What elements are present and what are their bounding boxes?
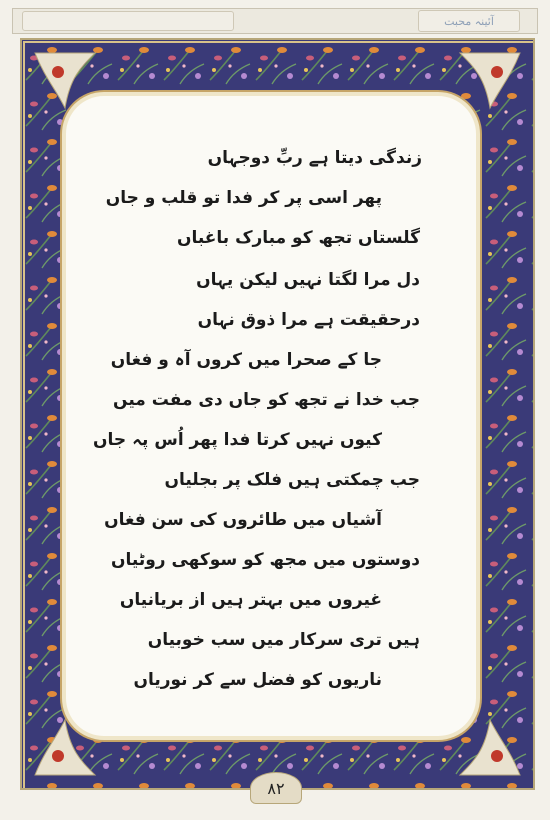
verse-line: جب خدا نے تجھ کو جاں دی مفت میں <box>113 390 420 410</box>
verse-line: جب چمکتی ہیں فلک پر بجلیاں <box>164 470 420 490</box>
verse-line: دوستوں میں مجھ کو سوکھی روٹیاں <box>110 550 420 570</box>
book-title: آئینہ محبت <box>418 10 520 32</box>
poem <box>90 118 450 718</box>
verse-line: ہیں تری سرکار میں سب خوبیاں <box>147 630 420 650</box>
header-ornament <box>22 11 234 31</box>
verse-line: آشیاں میں طائروں کی سن فغاں <box>104 510 382 530</box>
verse-line: درحقیقت ہے مرا ذوق نہاں <box>197 310 420 330</box>
verse-line: زندگی دیتا ہے ربِّ دوجہاں <box>207 148 422 168</box>
verse-line: پھر اسی پر کر فدا تو قلب و جاں <box>105 188 382 208</box>
page-number: ۸۲ <box>250 772 302 804</box>
verse-line: گلستاں تجھ کو مبارک باغباں <box>176 228 420 248</box>
verse-line: ناریوں کو فضل سے کر نوریاں <box>133 670 382 690</box>
verse-line: جا کے صحرا میں کروں آہ و فغاں <box>110 350 382 370</box>
verse-line: غیروں میں بہتر ہیں از بریانیاں <box>119 590 382 610</box>
verse-line: کیوں نہیں کرتا فدا پھر اُس پہ جاں <box>93 430 382 450</box>
verse-line: دل مرا لگتا نہیں لیکن یہاں <box>196 270 420 290</box>
